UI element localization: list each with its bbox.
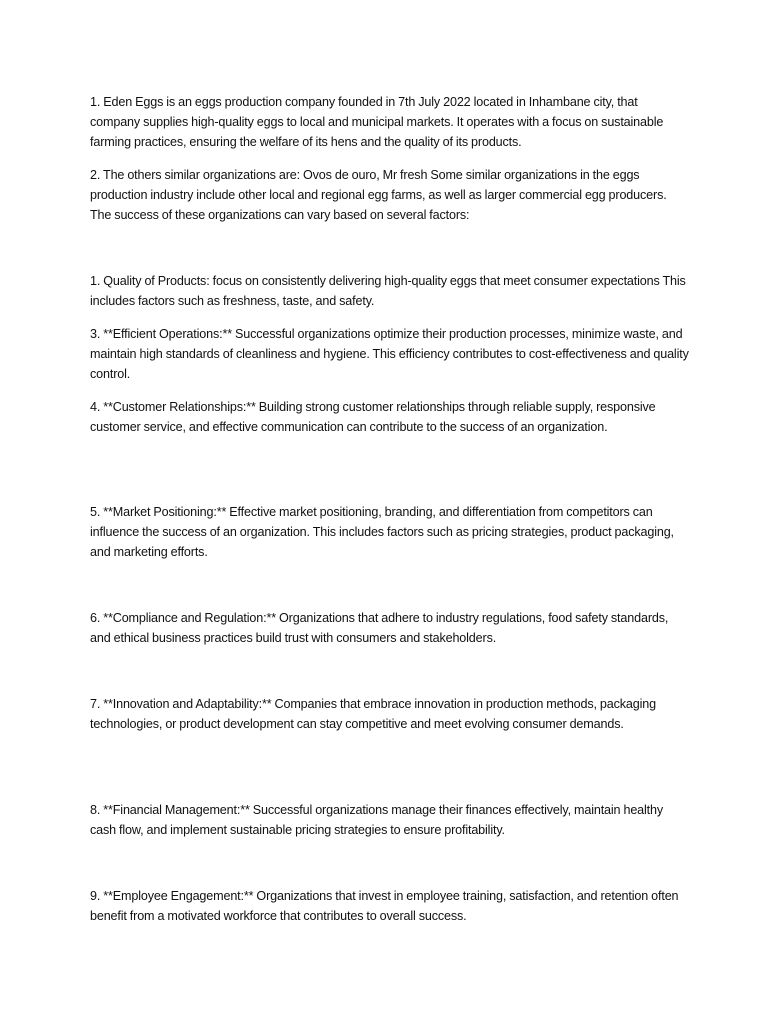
paragraph-quality-of-products: 1. Quality of Products: focus on consistently delivering high-quality eggs that meet consumer expectations This includes factors such as freshness, taste, and safety. (90, 274, 686, 308)
paragraph-customer-relationships: 4. **Customer Relationships:** Building strong customer relationships through reliable supply, responsive customer service, and effective communication can contribute to the success of an organization. (90, 400, 656, 434)
paragraph-innovation-adaptability: 7. **Innovation and Adaptability:** Companies that embrace innovation in production methods, packaging technologies, or product development can stay competitive and meet evolving consumer demands. (90, 697, 656, 731)
paragraph-financial-management: 8. **Financial Management:** Successful organizations manage their finances effectively, maintain healthy cash flow, and implement sustainable pricing strategies to ensure profitability. (90, 803, 664, 837)
paragraph-company-overview: 1. Eden Eggs is an eggs production company founded in 7th July 2022 located in Inhambane city, that company supplies high-quality eggs to local and municipal markets. It operates with a focus on sustainable farming practices, ensuring the welfare of its hens and the quality of its products. (90, 95, 664, 149)
paragraph-market-positioning: 5. **Market Positioning:** Effective market positioning, branding, and differentiation from competitors can influence the success of an organization. This includes factors such as pricing strategies, product packaging, and marketing efforts. (90, 505, 674, 559)
paragraph-compliance-regulation: 6. **Compliance and Regulation:** Organizations that adhere to industry regulations, food safety standards, and ethical business practices build trust with consumers and stakeholders. (90, 611, 669, 645)
paragraph-efficient-operations: 3. **Efficient Operations:** Successful organizations optimize their production processes, minimize waste, and maintain high standards of cleanliness and hygiene. This efficiency contributes to cost-effectiveness and quality control. (90, 327, 689, 381)
paragraph-employee-engagement: 9. **Employee Engagement:** Organizations that invest in employee training, satisfaction, and retention often benefit from a motivated workforce that contributes to overall success. (90, 889, 679, 923)
paragraph-similar-organizations: 2. The others similar organizations are: Ovos de ouro, Mr fresh Some similar organizations in the eggs production industry include other local and regional egg farms, as well as larger commercial egg producers. The success of these organizations can vary based on several factors: (90, 168, 667, 222)
